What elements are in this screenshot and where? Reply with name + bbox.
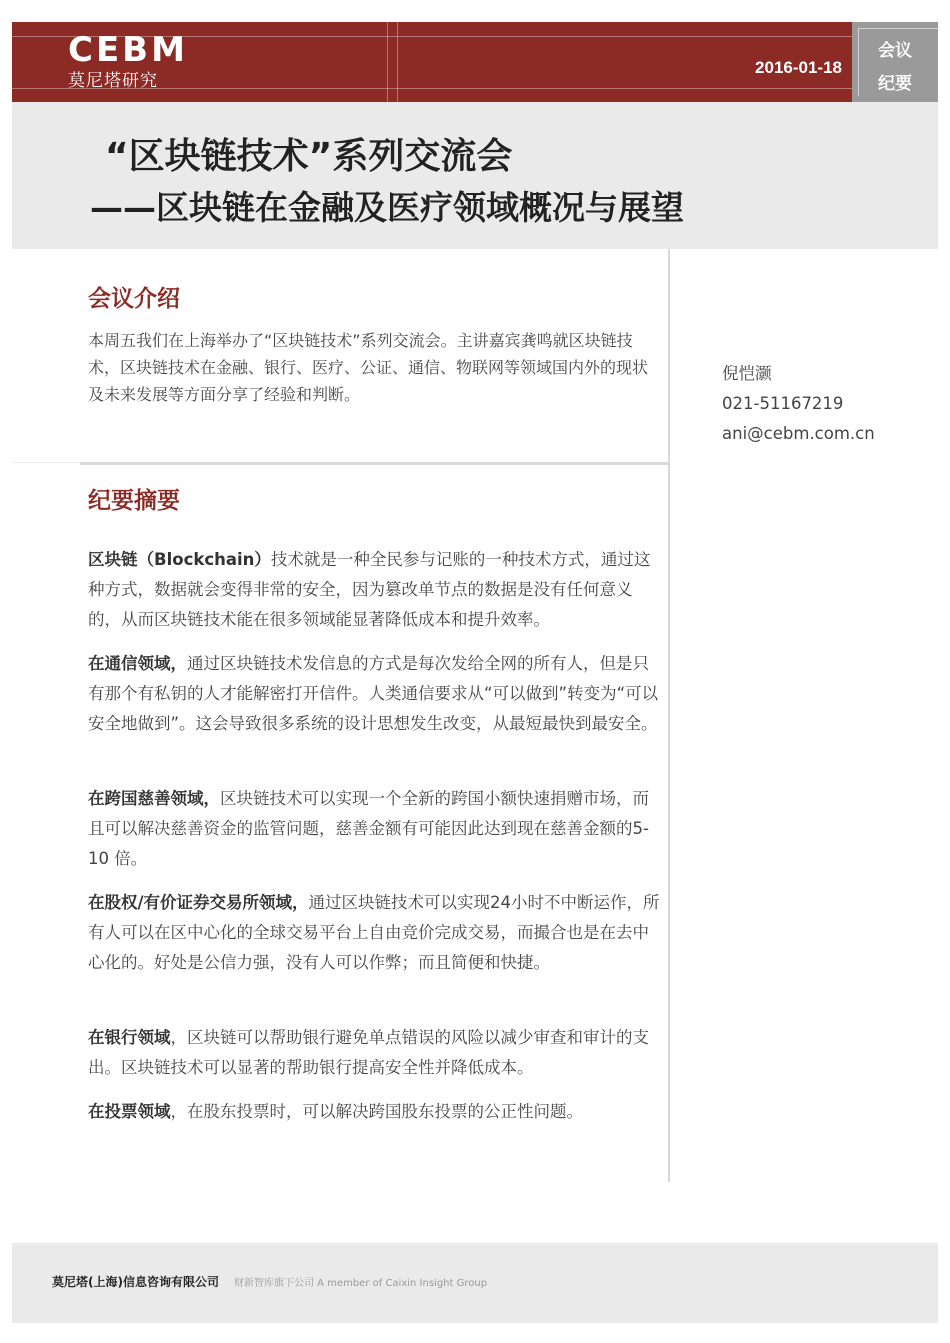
paragraph-lead: 区块链（Blockchain）: [88, 550, 271, 569]
contact-name: 倪恺灏: [722, 364, 772, 383]
paragraph-lead: 在通信领域，: [88, 654, 187, 673]
page-subtitle: ——区块链在金融及医疗领域概况与展望: [90, 188, 684, 227]
badge-line-2: 纪要: [878, 74, 912, 94]
contact-phone: 021-51167219: [722, 394, 844, 413]
contact-email[interactable]: ani@cebm.com.cn: [722, 424, 875, 443]
footer-company: 莫尼塔(上海)信息咨询有限公司: [52, 1275, 219, 1289]
section-divider-left: [12, 462, 80, 463]
column-divider: [668, 249, 670, 1182]
contact-block: [722, 359, 875, 449]
footer-tagline: 财新智库旗下公司 A member of Caixin Insight Group: [234, 1278, 488, 1289]
paragraph-lead: 在银行领域: [88, 1028, 171, 1047]
summary-paragraph: [88, 1097, 663, 1127]
paragraph-text: 通过区块链技术发信息的方式是每次发给全网的所有人，但是只有那个有私钥的人才能解密打开信件。人类通信要求从“可以做到”转变为“可以安全地做到”。这会导致很多系统的设计思想发生改变，从最短最快到最安全。: [88, 654, 659, 733]
paragraph-text: 技术就是一种全民参与记账的一种技术方式，通过这种方式，数据就会变得非常的安全，因为篡改单节点的数据是没有任何意义的，从而区块链技术能在很多领域能显著降低成本和提升效率。: [88, 550, 651, 629]
paragraph-lead: 在投票领域: [88, 1102, 171, 1121]
doc-type-badge: [852, 22, 938, 102]
summary-paragraph: [88, 784, 663, 874]
paragraph-lead: 在跨国慈善领域，: [88, 789, 220, 808]
paragraph-text: 通过区块链技术可以实现24小时不中断运作，所有人可以在区中心化的全球交易平台上自由竞价完成交易，而撮合也是在去中心化的。好处是公信力强，没有人可以作弊；而且简便和快捷。: [88, 893, 660, 972]
section-divider: [80, 462, 668, 465]
paragraph-text: 区块链技术可以实现一个全新的跨国小额快速捐赠市场，而且可以解决慈善资金的监管问题，慈善金额有可能因此达到现在慈善金额的5-10 倍。: [88, 789, 649, 868]
logo: CEBM: [68, 30, 188, 70]
header-banner: [12, 22, 852, 102]
page-title: “区块链技术”系列交流会: [105, 136, 513, 177]
summary-paragraph: [88, 888, 663, 978]
summary-paragraph: [88, 649, 663, 739]
paragraph-lead: 在股权/有价证券交易所领域，: [88, 893, 309, 912]
paragraph-text: ，在股东投票时，可以解决跨国股东投票的公正性问题。: [170, 1102, 583, 1121]
report-date: 2016-01-18: [755, 58, 842, 77]
intro-text: 本周五我们在上海举办了“区块链技术”系列交流会。主讲嘉宾龚鸣就区块链技术，区块链技术在金融、银行、医疗、公证、通信、物联网等领域国内外的现状及未来发展等方面分享了经验和判断。: [88, 331, 649, 404]
summary-paragraph: [88, 1023, 663, 1083]
badge-line-1: 会议: [878, 41, 912, 61]
summary-paragraph: [88, 545, 663, 635]
intro-heading: 会议介绍: [88, 286, 180, 312]
footer: [12, 1243, 938, 1323]
logo-subtitle: 莫尼塔研究: [68, 71, 158, 91]
summary-heading: 纪要摘要: [88, 488, 180, 514]
paragraph-text: ，区块链可以帮助银行避免单点错误的风险以减少审查和审计的支出。区块链技术可以显著的帮助银行提高安全性并降低成本。: [88, 1028, 649, 1077]
